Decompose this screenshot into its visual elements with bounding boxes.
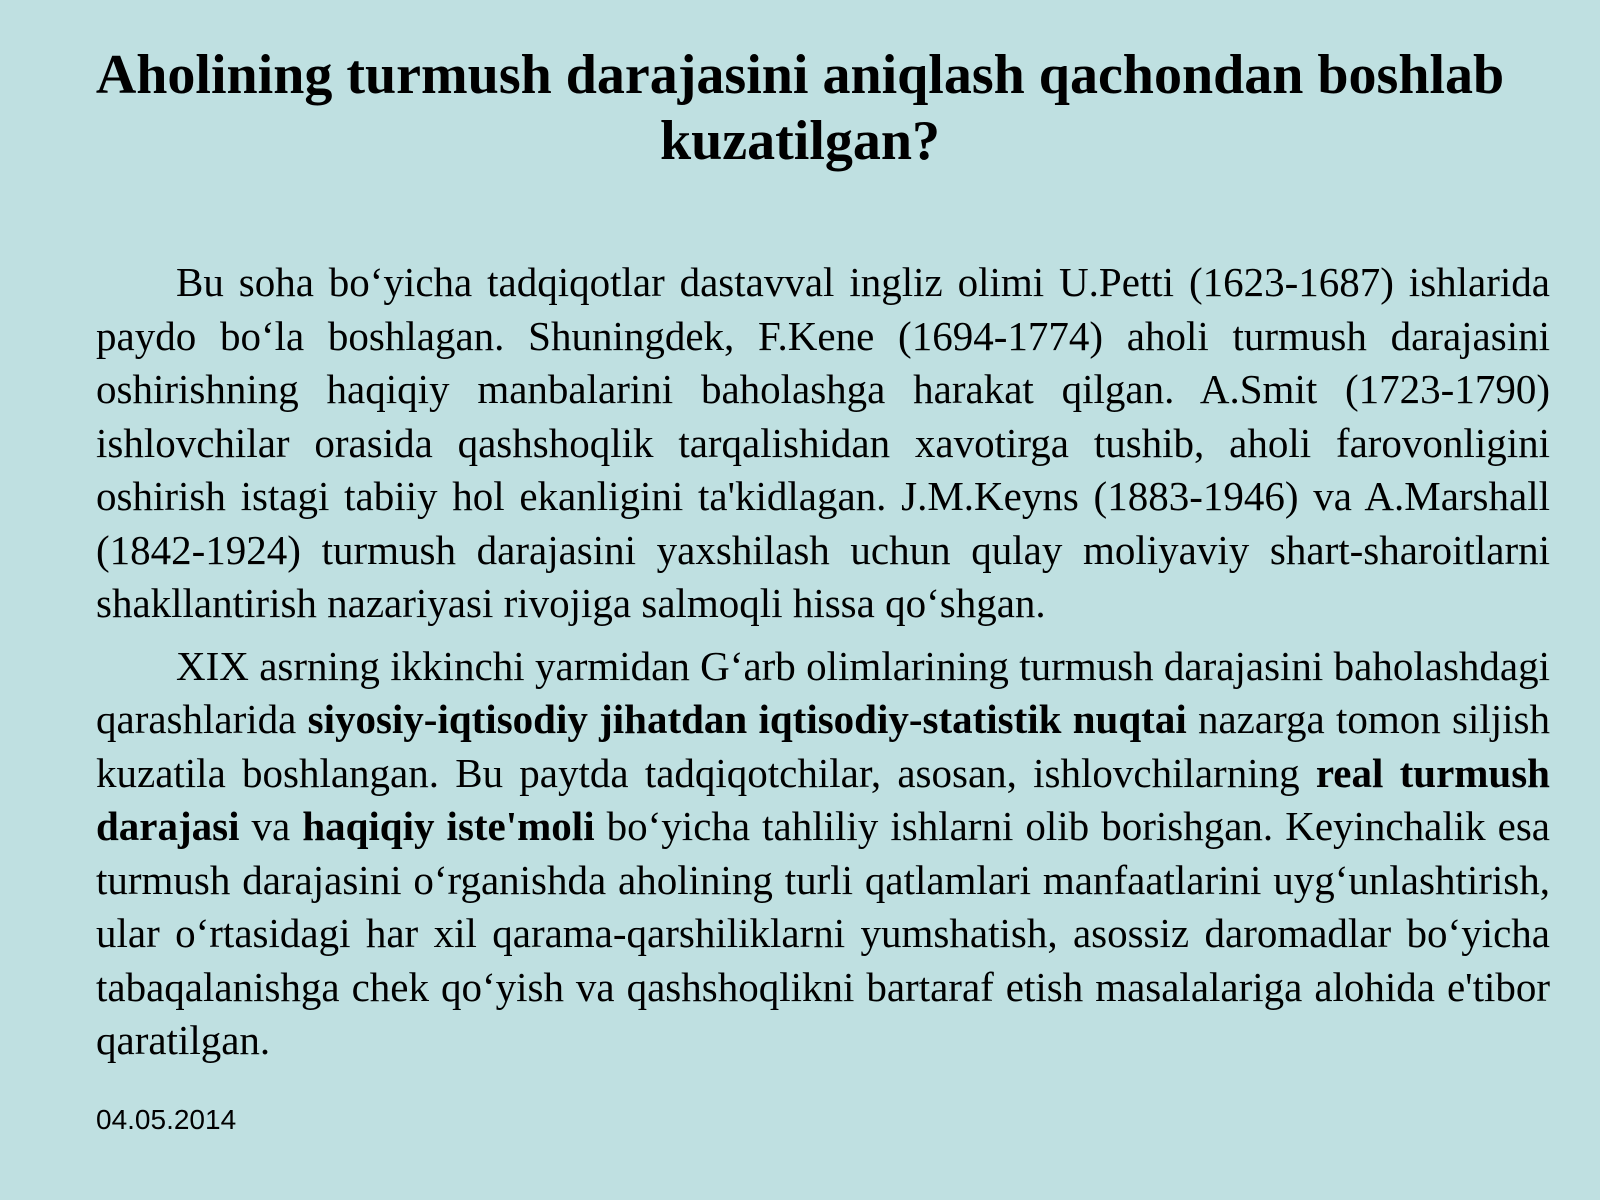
paragraph-2-text-3: va <box>239 803 303 849</box>
slide-body <box>96 256 1550 1068</box>
bold-phrase-real-living-standard: real turmush darajasi <box>96 749 1550 849</box>
bold-phrase-actual-consumption: haqiqiy iste'moli <box>302 803 595 849</box>
paragraph-1: Bu soha bo‘yicha tadqiqotlar dastavval ingliz olimi U.Petti (1623-1687) ishlarida paydo bo‘la boshlagan. Shuningdek, F.Kene (1694-1774) aholi turmush darajasini oshirishning haqiqiy manbalarini baholashga harakat qilgan. A.Smit (1723-1790) ishlovchilar orasida qashshoqlik tarqalishidan xavotirga tushib, aholi farovonligini oshirish istagi tabiiy hol ekanligini ta'kidlagan. J.M.Keyns (1883-1946) va A.Marshall (1842-1924) turmush darajasini yaxshilash uchun qulay moliyaviy shart-sharoitlarni shakllantirish nazariyasi rivojiga salmoqli hissa qo‘shgan. <box>96 259 1550 626</box>
slide-date: 04.05.2014 <box>96 1104 237 1135</box>
bold-phrase-viewpoint: siyosiy-iqtisodiy jihatdan iqtisodiy-statistik nuqtai <box>307 696 1187 742</box>
paragraph-2-text-1: XIX asrning ikkinchi yarmidan G‘arb olimlarining turmush darajasini baholashdagi qarashlarida <box>96 642 1550 742</box>
paragraph-2-text-4: bo‘yicha tahliliy ishlarni olib borishgan. Keyinchalik esa turmush darajasini o‘rganishda aholining turli qatlamlari manfaatlarini uyg‘unlashtirish, ular o‘rtasidagi har xil qarama-qarshiliklarni yumshatish, asossiz daromadlar bo‘yicha tabaqalanishga chek qo‘yish va qashshoqlikni bartaraf etish masalalariga alohida e'tibor qaratilgan. <box>96 803 1551 1063</box>
paragraph-2-text-2: nazarga tomon siljish kuzatila boshlangan. Bu paytda tadqiqotchilar, asosan, ishlovchilarning <box>96 696 1550 796</box>
paragraph-2 <box>96 640 1550 1068</box>
slide-title: Aholining turmush darajasini aniqlash qachondan boshlab kuzatilgan? <box>95 44 1505 172</box>
